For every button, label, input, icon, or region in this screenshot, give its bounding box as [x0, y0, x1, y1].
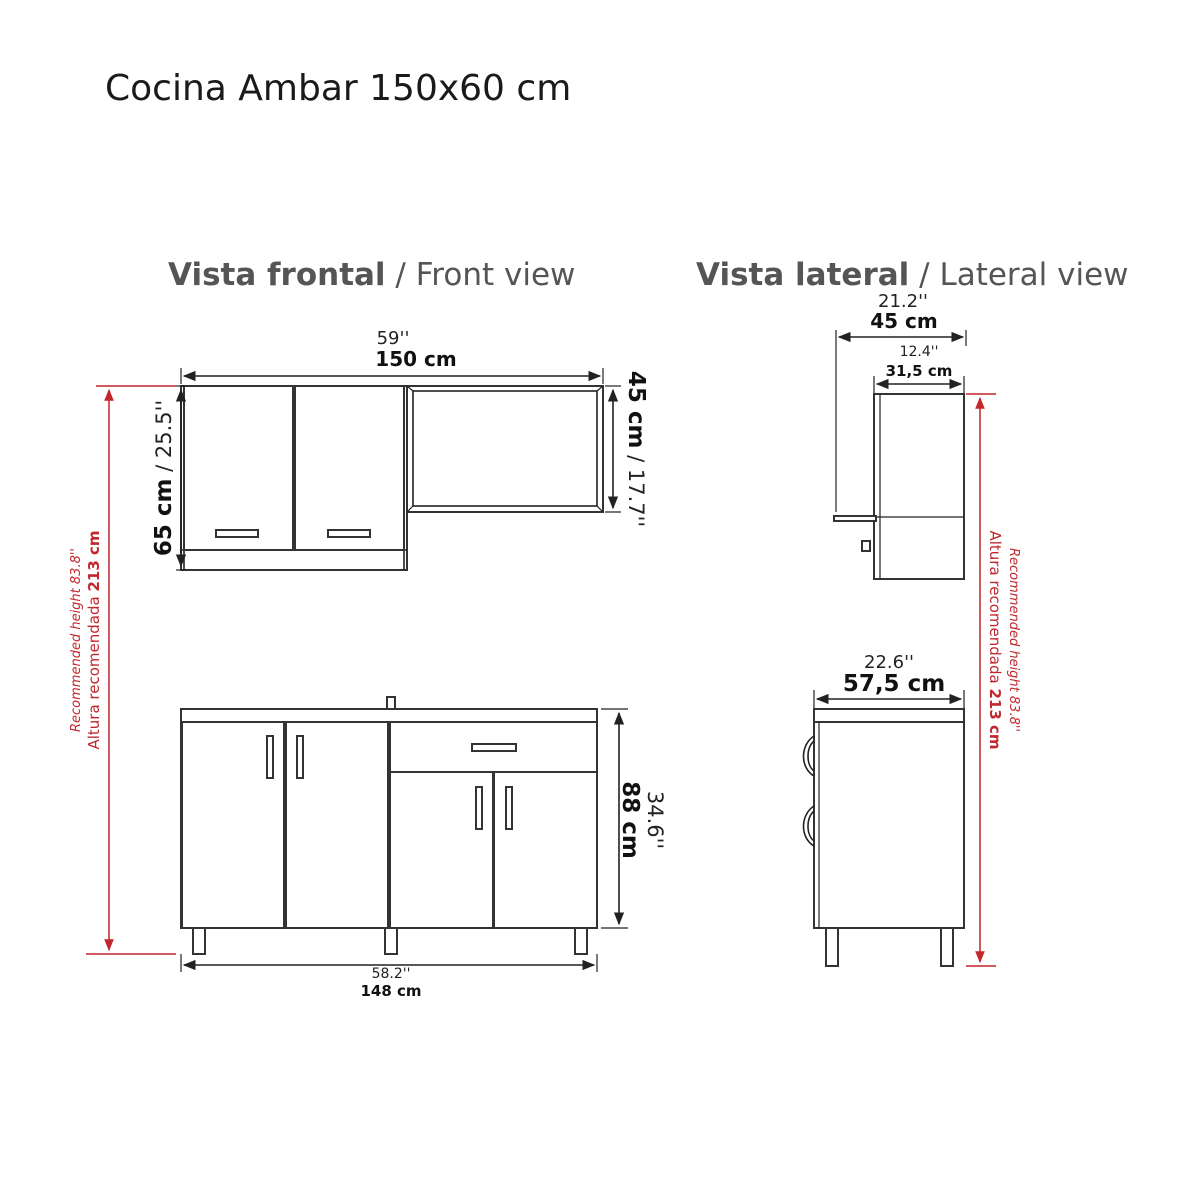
- lateral-heading-bold: Vista lateral: [696, 257, 910, 293]
- upper-height-label: [151, 400, 177, 556]
- base-width-cm: 148 cm: [360, 982, 422, 1000]
- upper-door-right-handle: [328, 530, 370, 537]
- base-leg-center: [385, 928, 397, 954]
- base-door-4-handle: [506, 787, 512, 829]
- upper-cabinet: [181, 386, 407, 570]
- lateral-view-heading: [696, 257, 1129, 293]
- open-shelf: [407, 386, 603, 512]
- base-leg-right: [575, 928, 587, 954]
- rec-height-es-text-front: Altura recomendada: [85, 591, 103, 750]
- countertop: [181, 709, 597, 722]
- rec-height-en-lateral: Recommended height 83.8'': [1006, 548, 1021, 732]
- front-heading-bold: Vista frontal: [168, 257, 386, 293]
- side-base-body: [814, 722, 964, 928]
- rec-height-en-front: Recommended height 83.8'': [69, 548, 84, 732]
- base-depth-in: 22.6'': [864, 652, 914, 673]
- side-upper-cabinet: [834, 394, 964, 579]
- base-door-2-handle: [297, 736, 303, 778]
- upper-door-left: [184, 386, 293, 550]
- cabinet-depth-cm: 31,5 cm: [885, 362, 953, 380]
- side-shelf-bracket: [834, 516, 876, 521]
- shelf-height-in: / 17.7'': [624, 448, 648, 528]
- rec-height-es-front: [85, 530, 103, 749]
- base-cabinet: [181, 697, 597, 954]
- side-leg-front: [826, 928, 838, 966]
- upper-door-right: [295, 386, 404, 550]
- lateral-heading-sep: /: [909, 257, 940, 293]
- shelf-height-label: [623, 371, 649, 527]
- base-depth-cm: 57,5 cm: [842, 671, 946, 697]
- side-handle-profile: [862, 541, 870, 551]
- upper-height-in: / 25.5'': [152, 399, 176, 479]
- side-countertop: [814, 709, 964, 722]
- rec-height-cm-front: 213 cm: [85, 530, 103, 592]
- base-door-1-handle: [267, 736, 273, 778]
- rec-height-es-text-lateral: Altura recomendada: [986, 530, 1004, 689]
- shelf-height-cm: 45 cm: [623, 370, 649, 449]
- base-height-cm: 88 cm: [617, 781, 643, 859]
- cabinet-depth-in: 12.4'': [899, 344, 939, 360]
- base-door-3-handle: [476, 787, 482, 829]
- upper-height-cm: 65 cm: [151, 478, 177, 557]
- rec-height-cm-lateral: 213 cm: [986, 688, 1004, 750]
- upper-door-left-handle: [216, 530, 258, 537]
- upper-depth-cm: 45 cm: [870, 309, 938, 333]
- upper-depth-in: 21.2'': [878, 291, 928, 312]
- base-width-in: 58.2'': [371, 966, 411, 982]
- base-drawer-handle: [472, 744, 516, 751]
- top-width-cm: 150 cm: [375, 347, 457, 371]
- side-upper-cabinet-body: [874, 394, 964, 579]
- page-title: Cocina Ambar 150x60 cm: [105, 68, 572, 109]
- base-height-in: 34.6'': [643, 790, 667, 850]
- rec-height-es-lateral: [986, 530, 1004, 749]
- base-leg-left: [193, 928, 205, 954]
- lateral-heading-regular: Lateral view: [939, 257, 1129, 293]
- side-leg-back: [941, 928, 953, 966]
- top-width-inches: 59'': [376, 328, 410, 349]
- front-heading-sep: /: [385, 257, 416, 293]
- front-heading-regular: Front view: [415, 257, 576, 293]
- front-view-heading: [168, 257, 575, 293]
- open-shelf-outer: [407, 386, 603, 512]
- faucet-stub: [387, 697, 395, 709]
- side-base-cabinet: [804, 709, 965, 966]
